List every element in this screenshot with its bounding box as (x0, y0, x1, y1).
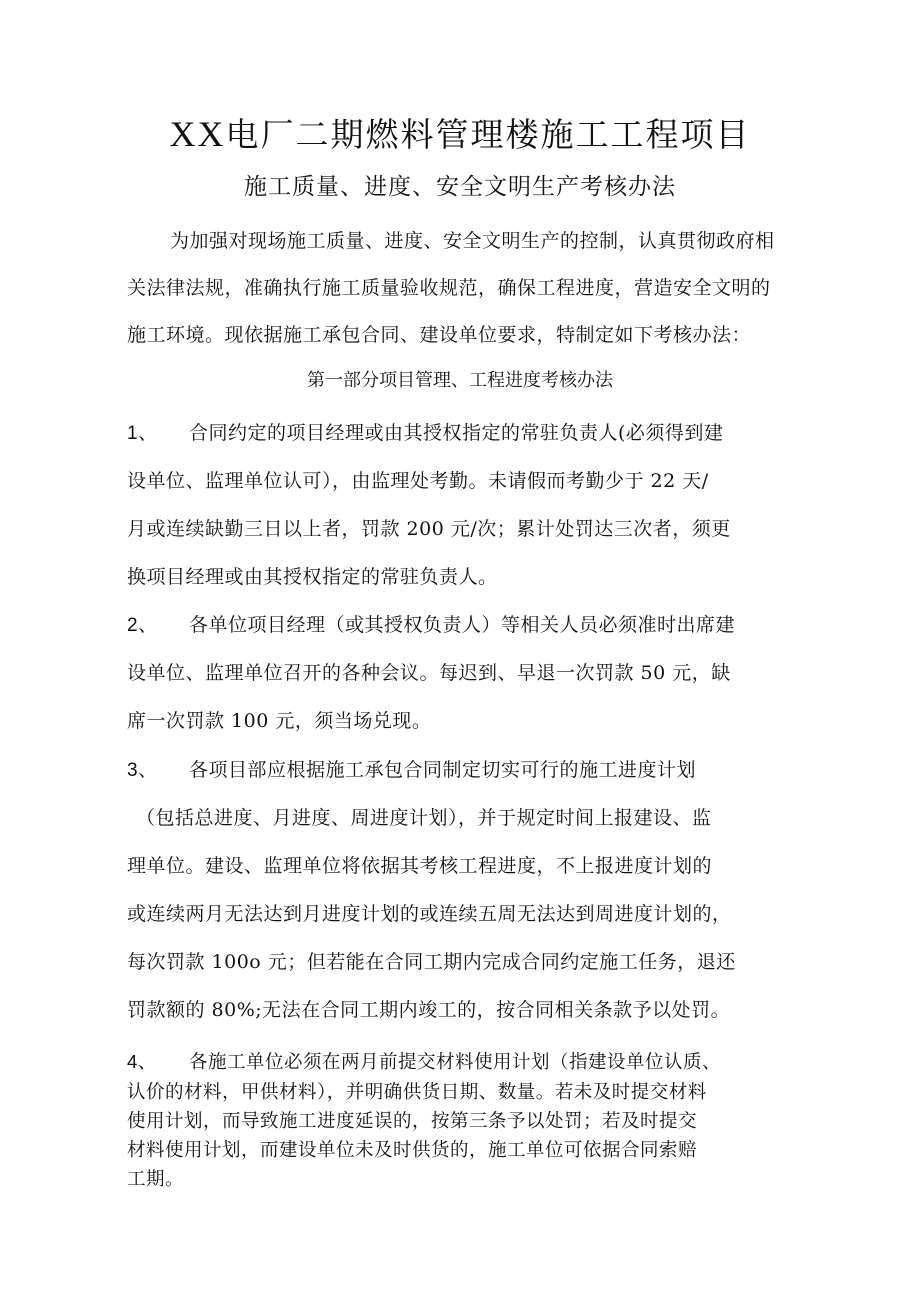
intro-line: 关法律法规，准确执行施工质量验收规范，确保工程进度，营造安全文明的 (127, 277, 771, 299)
document-title (0, 112, 920, 157)
item-text: 各项目部应根据施工承包合同制定切实可行的施工进度计划 (189, 759, 697, 781)
item-text: 合同约定的项目经理或由其授权指定的常驻负责人(必须得到建 (189, 422, 724, 444)
item-number: 2、 (127, 615, 158, 636)
item-text: 席一次罚款 100 元，须当场兑现。 (127, 710, 432, 732)
item-text: 罚款额的 80%;无法在合同工期内竣工的，按合同相关条款予以处罚。 (127, 999, 731, 1021)
item-4-first-line (127, 1048, 721, 1074)
document-subtitle: 施工质量、进度、安全文明生产考核办法 (244, 174, 676, 200)
item-text: 设单位、监理单位认可），由监理处考勤。未请假而考勤少于 22 天/ (127, 470, 709, 492)
item-number: 1、 (127, 423, 158, 444)
item-text: 认价的材料，甲供材料），并明确供货日期、数量。若未及时提交材料 (127, 1082, 707, 1103)
title-rest: 电厂二期燃料管理楼施工工程项目 (225, 115, 751, 154)
item-1-first-line (127, 418, 723, 445)
item-text: 设单位、监理单位召开的各种会议。每迟到、早退一次罚款 50 元，缺 (127, 662, 731, 684)
item-3-first-line (127, 755, 696, 782)
item-text: （包括总进度、月进度、周进度计划），并于规定时间上报建设、监 (136, 807, 712, 829)
item-text: 各施工单位必须在两月前提交材料使用计划（指建设单位认质、 (189, 1052, 722, 1073)
item-text: 月或连续缺勤三日以上者，罚款 200 元/次；累计处罚达三次者，须更 (127, 518, 731, 540)
item-text: 使用计划，而导致施工进度延误的，按第三条予以处罚；若及时提交 (127, 1111, 698, 1132)
item-text: 或连续两月无法达到月进度计划的或连续五周无法达到周进度计划的， (127, 903, 732, 925)
item-text: 工期。 (127, 1169, 185, 1190)
intro-line: 施工环境。现依据施工承包合同、建设单位要求，特制定如下考核办法： (127, 324, 752, 346)
item-2-first-line (127, 610, 735, 637)
intro-line: 为加强对现场施工质量、进度、安全文明生产的控制，认真贯彻政府相 (170, 230, 775, 252)
item-number: 3、 (127, 760, 158, 781)
item-number: 4、 (127, 1051, 157, 1072)
title-prefix: XX (169, 114, 226, 154)
section-heading: 第一部分项目管理、工程进度考核办法 (307, 370, 613, 391)
item-text: 换项目经理或由其授权指定的常驻负责人。 (127, 566, 498, 588)
item-text: 每次罚款 100o 元；但若能在合同工期内完成合同约定施工任务，退还 (127, 951, 736, 973)
item-text: 理单位。建设、监理单位将依据其考核工程进度，不上报进度计划的 (127, 855, 713, 877)
item-text: 各单位项目经理（或其授权负责人）等相关人员必须准时出席建 (189, 614, 736, 636)
item-text: 材料使用计划，而建设单位未及时供货的，施工单位可依据合同索赔 (127, 1140, 698, 1161)
